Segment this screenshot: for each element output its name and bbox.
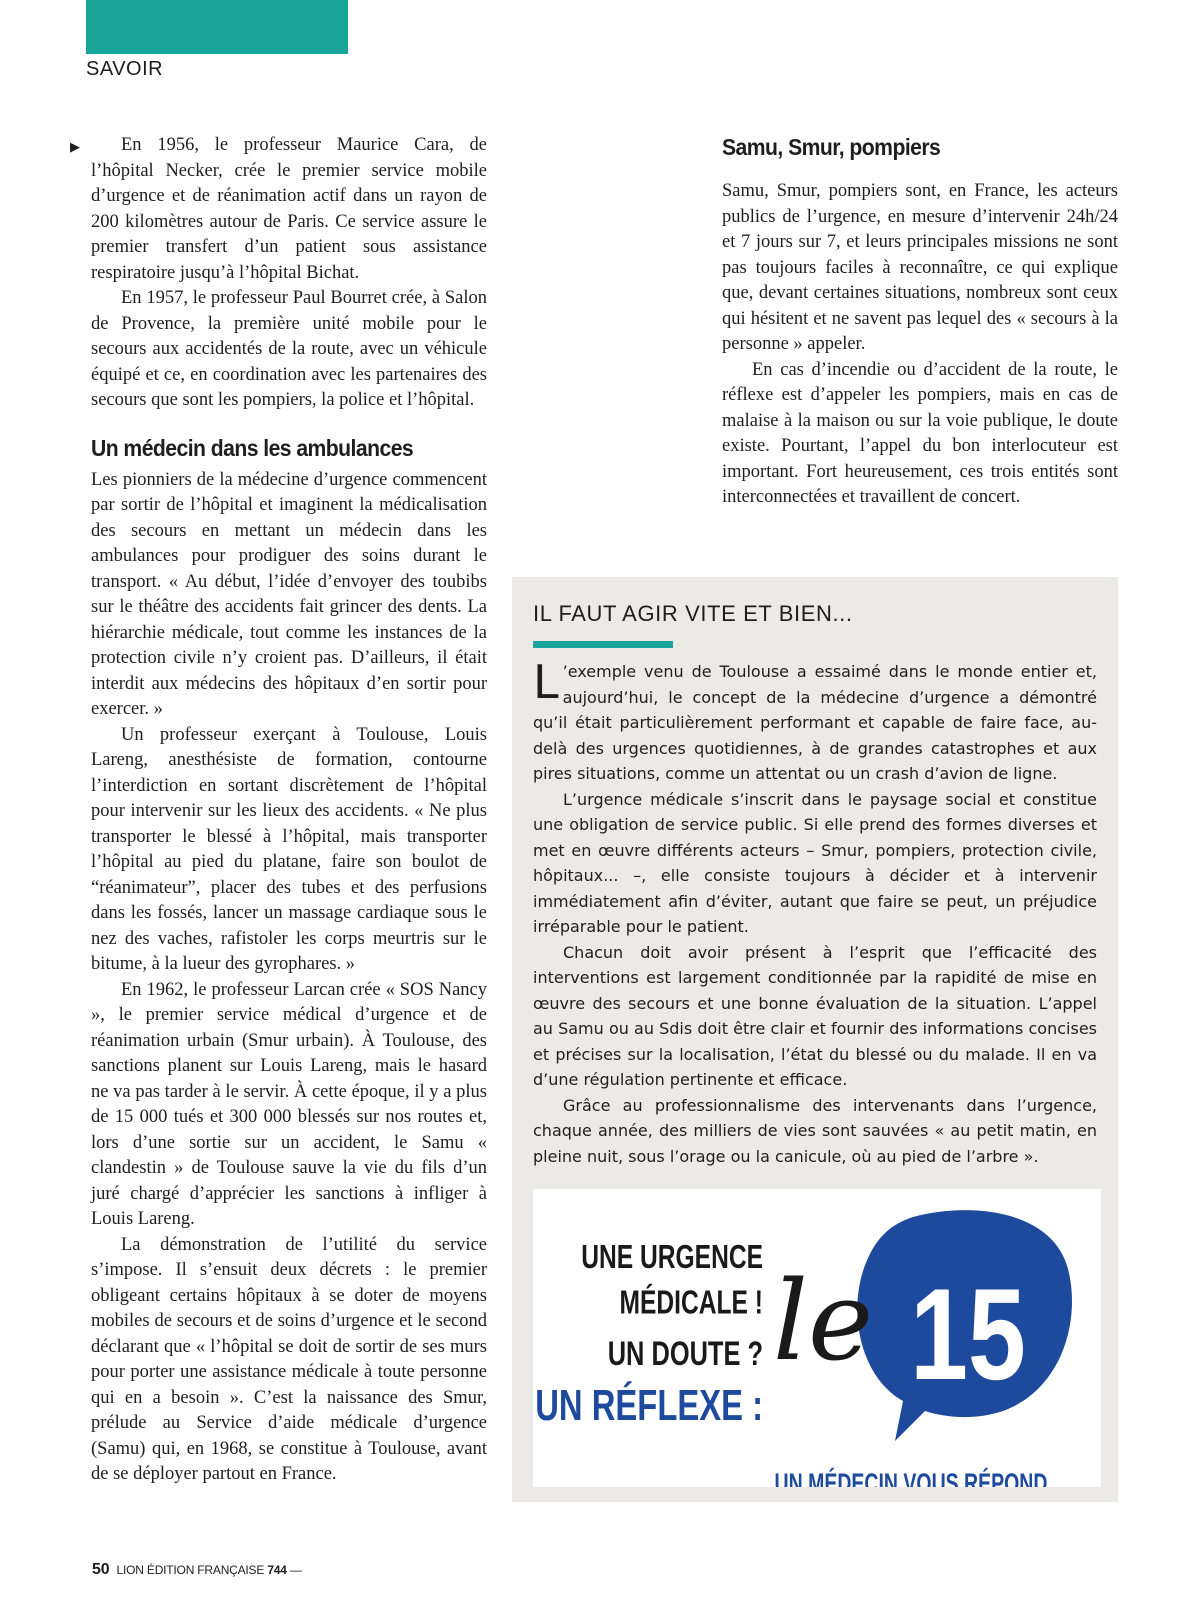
paragraph: En cas d’incendie ou d’accident de la route, le réflexe est d’appeler les pompiers, mais en cas de malaise à la maison ou sur la voie publique, le doute existe. Pourtant, l’appel du bon interlocuteur est important. Fort heureusement, ces trois entités sont interconnectées et travaillent de concert.: [722, 359, 1118, 507]
continuation-arrow-icon: ▶: [70, 140, 80, 155]
poster-tagline: UN MÉDECIN VOUS RÉPOND: [774, 1468, 1048, 1487]
paragraph: Chacun doit avoir présent à l’esprit que l’efficacité des interventions est largement conditionnée par la rapidité de mise en œuvre des secours et une bonne évaluation de la situation. L’appel au Samu ou au Sdis doit être clair et fournir des informations concises et précises sur la localisation, l’état du blessé ou du malade. Il en va d’une régulation pertinente et efficace.: [533, 942, 1097, 1089]
paragraph: En 1962, le professeur Larcan crée « SOS Nancy », le premier service médical d’urgence et de réanimation urbain (Smur urbain). À Toulouse, des sanctions planent sur Louis Lareng, mais le hasard ne va pas tarder à le servir. À cette époque, il y a plus de 15 000 tués et 300 000 blessés sur nos routes et, lors d’une sortie sur un accident, le Samu « clandestin » de Toulouse sauve la vie du fils d’un juré chargé d’apprécier les sanctions à infliger à Louis Lareng.: [91, 979, 487, 1229]
publication-name: LION ÉDITION FRANÇAISE: [116, 1563, 265, 1577]
right-column: [722, 133, 1118, 511]
paragraph: Les pionniers de la médecine d’urgence commencent par sortir de l’hôpital et imaginent la médicalisation des secours en mettant un médecin dans les ambulances pour prodiguer des soins durant le transport. « Au début, l’idée d’envoyer des toubibs sur le théâtre des accidents fait grincer des dents. La hiérarchie médicale, tout comme les instances de la protection civile n’y croient pas. D’ailleurs, il était interdit aux médecins des hôpitaux d’en sortir pour exercer. »: [91, 469, 487, 719]
paragraph: Grâce au professionnalisme des intervenants dans l’urgence, chaque année, des milliers de vies sont sauvées « au petit matin, en pleine nuit, sous l’orage ou la canicule, où au pied de l’arbre ».: [533, 1095, 1097, 1166]
footer-dash: —: [289, 1563, 302, 1577]
paragraph: La démonstration de l’utilité du service s’impose. Il s’ensuit deux décrets : le premier obligeant certains hôpitaux à se doter de moyens mobiles de secours et de soins d’urgence et le second déclarant que « l’hôpital se doit de sortir de ses murs pour porter une assistance médicale à toute personne qui en a besoin ». C’est la naissance des Smur, prélude au Service d’aide médicale d’urgence (Samu) qui, en 1968, se constitue à Toulouse, avant de se déployer partout en France.: [91, 1234, 487, 1484]
poster-number: 15: [910, 1260, 1026, 1407]
le-15-poster: [533, 1189, 1101, 1487]
box-text: [533, 655, 1097, 1169]
sidebar-box: [512, 577, 1118, 1502]
drop-cap: L: [533, 655, 559, 709]
box-title-underline: [533, 641, 673, 648]
header-color-bar: [86, 0, 348, 54]
section-label: SAVOIR: [86, 58, 164, 80]
paragraph: L’urgence médicale s’inscrit dans le paysage social et constitue une obligation de service public. Si elle prend des formes diverses et met en œuvre différents acteurs – Smur, pompiers, protection civile, hôpitaux... –, elle consiste toujours à décider et à intervenir immédiatement afin d’éviter, autant que faire se peut, un préjudice irréparable pour le patient.: [533, 789, 1097, 936]
paragraph: [533, 655, 1097, 787]
poster-line-1: UNE URGENCE: [581, 1239, 763, 1277]
paragraph: Samu, Smur, pompiers sont, en France, les acteurs publics de l’urgence, en mesure d’intervenir 24h/24 et 7 jours sur 7, et leurs principales missions ne sont pas toujours faciles à reconnaître, ce qui explique que, devant certaines situations, nombreux sont ceux qui hésitent et ne savent pas lequel des « secours à la personne » appeler.: [722, 181, 1118, 354]
page-footer: [92, 1561, 302, 1579]
paragraph: Un professeur exerçant à Toulouse, Louis Lareng, anesthésiste de formation, contourne l’interdiction en sortant discrètement de l’hôpital pour intervenir sur les lieux des accidents. « Ne plus transporter le blessé à l’hôpital, mais transporter l’hôpital au pied du platane, faire son boulot de “réanimateur”, placer des tubes et des perfusions dans les fossés, lancer un massage cardiaque sous le nez des vaches, rafistoler les corps meurtris sur le bitume, à la lueur des gyrophares. »: [91, 724, 487, 974]
poster-line-4: UN RÉFLEXE :: [535, 1381, 763, 1431]
subheading: Samu, Smur, pompiers: [722, 134, 941, 160]
page-number: 50: [92, 1561, 110, 1578]
paragraph: En 1957, le professeur Paul Bourret crée, à Salon de Provence, la première unité mobile pour le secours aux accidentés de la route, avec un véhicule équipé et ce, en coordination avec les partenaires des secours que sont les pompiers, la police et l’hôpital.: [91, 288, 487, 410]
paragraph-text: ’exemple venu de Toulouse a essaimé dans le monde entier et, aujourd’hui, le concept de la médecine d’urgence a démontré qu’il était particulièrement performant et capable de faire face, au-delà des urgences quotidiennes, à de grandes catastrophes et aux pires situations, comme un attentat ou un crash d’avion de ligne.: [533, 662, 1097, 783]
subheading: Un médecin dans les ambulances: [91, 434, 414, 461]
box-title: IL FAUT AGIR VITE ET BIEN...: [533, 601, 853, 626]
paragraph: En 1956, le professeur Maurice Cara, de l’hôpital Necker, crée le premier service mobile d’urgence et de réanimation actif dans un rayon de 200 kilomètres autour de Paris. Ce service assure le premier transfert d’un patient sous assistance respiratoire jusqu’à l’hôpital Bichat.: [91, 135, 487, 283]
issue-number: 744: [267, 1563, 287, 1577]
poster-line-2: MÉDICALE !: [619, 1284, 763, 1322]
left-column: [91, 133, 487, 1488]
poster-script-le: le: [772, 1257, 874, 1385]
poster-line-3: UN DOUTE ?: [607, 1335, 763, 1373]
poster-graphic: [533, 1189, 1101, 1487]
